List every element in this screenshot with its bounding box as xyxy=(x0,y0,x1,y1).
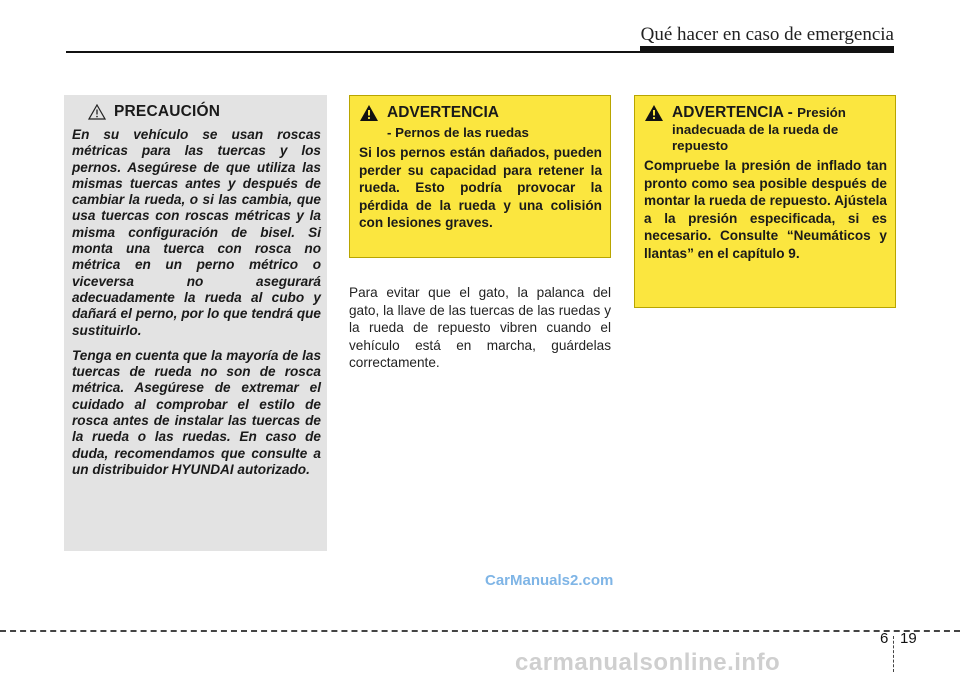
warning-box-wheel-bolts xyxy=(349,95,611,258)
header-title: Qué hacer en caso de emergencia xyxy=(640,24,894,45)
warning-text: Si los pernos están dañados, pueden perder su capacidad para retener la rueda. Esto podría provocar la pérdida de la rueda y una colisión con lesiones graves. xyxy=(359,145,602,230)
warning-heading: ADVERTENCIA xyxy=(387,104,499,121)
caution-heading-row xyxy=(88,103,321,121)
page-number: 19 xyxy=(900,630,917,647)
warning-triangle-icon xyxy=(359,104,379,122)
warning-heading-row xyxy=(644,104,887,122)
warning-subheading: - Pernos de las ruedas xyxy=(387,125,529,140)
watermark-link[interactable]: CarManuals2.com xyxy=(485,572,614,589)
warning-heading-row xyxy=(359,104,602,122)
warning-subheading: Presión xyxy=(797,105,846,120)
chapter-number: 6 xyxy=(880,630,889,647)
body-paragraph: Para evitar que el gato, la palanca del gato, la llave de las tuercas de las ruedas y la rueda de repuesto vibren cuando el vehículo está en marcha, guárdelas correctamente. xyxy=(349,285,611,370)
footer-rule xyxy=(0,630,960,632)
page-number-separator xyxy=(893,636,894,672)
warning-text: Compruebe la presión de inflado tan pronto como sea posible después de montar la rueda de repuesto. Ajústela a la presión especificada, si es necesario. Consulte “Neumáticos y llantas” en el capítulo 9. xyxy=(644,158,887,261)
caution-triangle-icon xyxy=(88,104,106,120)
warning-box-spare-pressure xyxy=(634,95,896,308)
caution-paragraph-2: Tenga en cuenta que la mayoría de las tuercas de rueda no son de rosca métrica. Asegúrese de extremar el cuidado al comprobar el estilo de rosca antes de instalar las tuercas de la rueda o las ruedas. En caso de duda, recomendamos que consulte a un distribuidor HYUNDAI autorizado. xyxy=(72,347,321,477)
caution-paragraph-1: En su vehículo se usan roscas métricas para las tuercas y los pernos. Asegúrese de que utiliza las mismas tuercas antes y después de cambiar la rueda, o si las cambia, que usa tuercas con roscas métricas y la misma configuración de bisel. Si monta una tuerca con rosca no métrica en un perno métrico o viceversa no asegurará adecuadamente la rueda al cubo y dañará el perno, por lo que tendrá que sustituirlo. xyxy=(72,127,321,338)
header-rule-accent xyxy=(640,46,894,52)
warning-heading: ADVERTENCIA - xyxy=(672,104,798,121)
warning-triangle-icon xyxy=(644,104,664,122)
caution-box xyxy=(64,95,327,551)
site-watermark: carmanualsonline.info xyxy=(515,649,781,676)
caution-heading: PRECAUCIÓN xyxy=(114,103,221,120)
warning-subheading-cont: inadecuada de la rueda de repuesto xyxy=(672,122,839,153)
